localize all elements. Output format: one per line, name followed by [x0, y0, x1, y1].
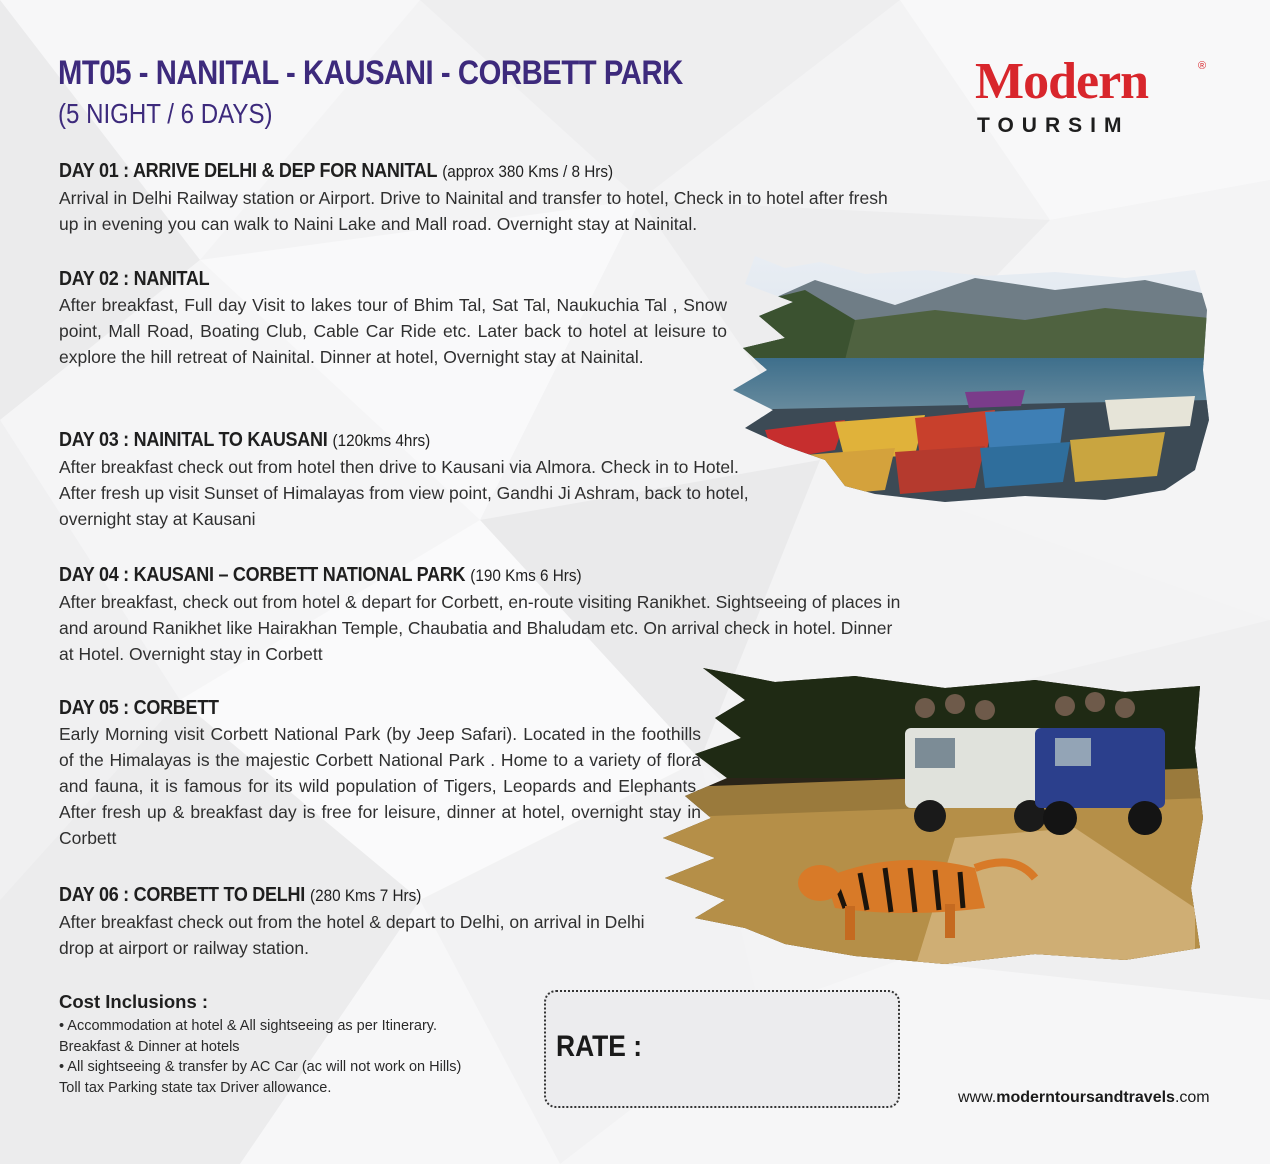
- day-description: Early Morning visit Corbett National Park (by Jeep Safari). Located in the foothills of the Himalayas is the majestic Corbett National Park . Home to a variety of flora and fauna, it is famous for its wild population of Tigers, Leopards and Elephants. After fresh up & breakfast day is free for leisure, dinner at hotel, overnight stay in Corbett: [59, 724, 701, 848]
- rate-box: [544, 990, 900, 1108]
- cost-inclusions-title: Cost Inclusions :: [59, 991, 209, 1012]
- day-section: [59, 158, 909, 237]
- registered-mark: ®: [1198, 60, 1207, 72]
- day-heading: [59, 562, 817, 589]
- logo-brand: Modern: [975, 53, 1149, 110]
- day-description: After breakfast, check out from hotel & depart for Corbett, en-route visiting Ranikhet. Sightseeing of places in and around Ranikhet like Hairakhan Temple, Chaubatia and Bhaludam etc. On arrival check in hotel. Dinner at Hotel. Overnight stay in Corbett: [59, 592, 901, 664]
- day-description: After breakfast, Full day Visit to lakes tour of Bhim Tal, Sat Tal, Naukuchia Tal , Snow point, Mall Road, Boating Club, Cable Car Ride etc. Later back to hotel at leisure to explore the hill retreat of Nainital. Dinner at hotel, Overnight stay at Nainital.: [59, 295, 727, 367]
- cost-line: Breakfast & Dinner at hotels: [59, 1039, 240, 1055]
- website-prefix: www.: [958, 1089, 997, 1106]
- day-description: After breakfast check out from the hotel & depart to Delhi, on arrival in Delhi drop at airport or railway station.: [59, 912, 645, 958]
- cost-line: • All sightseeing & transfer by AC Car (ac will not work on Hills): [59, 1059, 462, 1075]
- logo-tagline: TOURSIM: [977, 114, 1130, 137]
- day-heading: [59, 266, 660, 292]
- day-section: [59, 266, 727, 370]
- day-title: DAY 02 : NANITAL: [59, 268, 210, 290]
- day-distance: (120kms 4hrs): [332, 431, 431, 450]
- website-domain: moderntoursandtravels: [996, 1089, 1175, 1106]
- website-link[interactable]: [958, 1089, 1210, 1107]
- day-title: DAY 01 : ARRIVE DELHI & DEP FOR NANITAL: [59, 160, 438, 182]
- cost-line: Toll tax Parking state tax Driver allowance.: [59, 1080, 332, 1096]
- nainital-lake-photo: [725, 250, 1210, 505]
- brand-logo: [975, 53, 1215, 140]
- day-section: [59, 427, 749, 532]
- day-heading: [59, 158, 824, 185]
- day-description: After breakfast check out from hotel then drive to Kausani via Almora. Check in to Hotel. After fresh up visit Sunset of Himalayas from view point, Gandhi Ji Ashram, back to hotel, overnight stay at Kausani: [59, 457, 749, 529]
- website-suffix: .com: [1174, 1089, 1210, 1106]
- day-heading: [59, 695, 637, 721]
- day-section: [59, 695, 701, 851]
- day-distance: (190 Kms 6 Hrs): [470, 566, 582, 585]
- day-distance: (approx 380 Kms / 8 Hrs): [442, 162, 614, 181]
- corbett-safari-photo: [655, 668, 1205, 968]
- day-heading: [59, 882, 617, 909]
- day-section: [59, 882, 679, 961]
- day-distance: (280 Kms 7 Hrs): [309, 886, 422, 905]
- page-title: MT05 - NANITAL - KAUSANI - CORBETT PARK: [58, 54, 683, 92]
- day-title: DAY 06 : CORBETT TO DELHI: [59, 884, 305, 906]
- day-section: [59, 562, 901, 667]
- day-title: DAY 03 : NAINITAL TO KAUSANI: [59, 429, 328, 451]
- day-title: DAY 04 : KAUSANI – CORBETT NATIONAL PARK: [59, 564, 466, 586]
- day-title: DAY 05 : CORBETT: [59, 697, 219, 719]
- page-subtitle: (5 NIGHT / 6 DAYS): [58, 98, 273, 129]
- cost-line: • Accommodation at hotel & All sightseeing as per Itinerary.: [59, 1018, 437, 1034]
- rate-label: RATE :: [556, 1030, 643, 1063]
- day-heading: [59, 427, 680, 454]
- day-description: Arrival in Delhi Railway station or Airport. Drive to Nainital and transfer to hotel, Check in to hotel after fresh up in evening you can walk to Naini Lake and Mall road. Overnight stay at Nainital.: [59, 188, 888, 234]
